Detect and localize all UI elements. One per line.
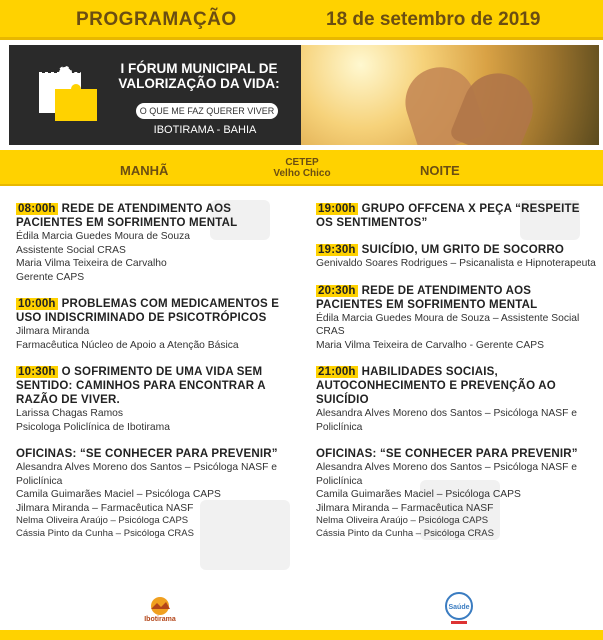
- speaker-line-small: Cássia Pinto da Cunha – Psicóloga CRAS: [316, 527, 494, 539]
- speaker-line: Maria Vilma Teixeira de Carvalho - Gerente CAPS: [316, 339, 544, 351]
- speaker-line: Farmacêutica Núcleo de Apoio a Atenção Básica: [16, 339, 239, 351]
- speaker-line: Psicologa Policlínica de Ibotirama: [16, 421, 170, 433]
- time-badge: 19:00h: [318, 203, 356, 215]
- time-badge: 10:30h: [18, 366, 56, 378]
- schedule-item: [316, 284, 596, 353]
- item-title-text: GRUPO OFFCENA X PEÇA “RESPEITE OS SENTIMENTOS”: [316, 203, 580, 229]
- program-title: PROGRAMAÇÃO: [76, 9, 237, 30]
- schedule-item-title: [16, 447, 296, 461]
- time-badge: 21:00h: [318, 366, 356, 378]
- night-schedule: [316, 202, 596, 553]
- time-badge: 19:30h: [318, 244, 356, 256]
- schedule-item: [16, 365, 296, 434]
- speaker-line-small: Nelma Oliveira Araújo – Psicóloga CAPS: [16, 515, 189, 526]
- item-title-text: SUICÍDIO, UM GRITO DE SOCORRO: [361, 244, 565, 256]
- svg-text:Saúde: Saúde: [448, 604, 470, 611]
- morning-schedule: [16, 202, 296, 553]
- speaker-line: Alesandra Alves Moreno dos Santos – Psicóloga NASF e Policlínica: [316, 408, 577, 433]
- banner-subtitle: O QUE ME FAZ QUERER VIVER: [136, 103, 278, 119]
- event-banner: [9, 45, 599, 145]
- header-bar: [0, 0, 603, 40]
- item-title-text: O SOFRIMENTO DE UMA VIDA SEM SENTIDO: CAMINHOS PARA ENCONTRAR A RAZÃO DE VIVER.: [16, 366, 266, 406]
- schedule-item: [16, 202, 296, 284]
- event-date: 18 de setembro de 2019: [326, 9, 541, 30]
- schedule-item: [316, 243, 596, 271]
- time-badge: 10:00h: [18, 298, 56, 310]
- speaker-line: Gerente CAPS: [16, 271, 85, 283]
- speaker-line: Alesandra Alves Moreno dos Santos – Psicóloga NASF e Policlínica: [316, 462, 577, 487]
- schedule-item-title: [16, 297, 296, 325]
- schedule-item-title: [16, 202, 296, 230]
- speaker-line: Jilmara Miranda: [16, 326, 90, 337]
- morning-heading: MANHÃ: [120, 163, 169, 178]
- speaker-line: Alesandra Alves Moreno dos Santos – Psicóloga NASF e Policlínica: [16, 462, 277, 487]
- schedule-item-title: [316, 365, 596, 407]
- schedule-item-title: [316, 447, 596, 461]
- schedule-item-title: [16, 365, 296, 407]
- banner-title: [99, 61, 299, 91]
- item-title-text: PROBLEMAS COM MEDICAMENTOS E USO INDISCRIMINADO DE PSICOTRÓPICOS: [16, 298, 280, 324]
- ibotirama-logo: [140, 595, 180, 623]
- item-title-text: OFICINAS: “SE CONHECER PARA PREVENIR”: [16, 448, 278, 460]
- venue-line: Velho Chico: [273, 168, 331, 179]
- speaker-line: Camila Guimarães Maciel – Psicóloga CAPS: [16, 489, 221, 500]
- schedule-item-title: [316, 202, 596, 230]
- section-bar: [0, 150, 603, 186]
- time-badge: 08:00h: [18, 203, 56, 215]
- puzzle-icon: [33, 59, 103, 129]
- speaker-line: Genivaldo Soares Rodrigues – Psicanalista e Hipnoterapeuta: [316, 258, 596, 269]
- venue-line: CETEP: [285, 157, 319, 168]
- time-badge: 20:30h: [318, 284, 356, 297]
- speaker-line-small: Cássia Pinto da Cunha – Psicóloga CRAS: [16, 527, 194, 539]
- speaker-line: Assistente Social CRAS: [16, 244, 126, 256]
- item-title-text: REDE DE ATENDIMENTO AOS PACIENTES EM SOFRIMENTO MENTAL: [316, 284, 538, 311]
- schedule-item: [316, 365, 596, 434]
- speaker-line: Édila Marcia Guedes Moura de Souza – Assistente Social CRAS: [316, 312, 580, 337]
- banner-location: IBOTIRAMA - BAHIA: [153, 124, 257, 136]
- banner-title-line: VALORIZAÇÃO DA VIDA:: [118, 76, 280, 91]
- venue-label: [262, 157, 342, 179]
- schedule-item: [16, 447, 296, 540]
- speaker-line: Maria Vilma Teixeira de Carvalho: [16, 258, 167, 269]
- speaker-line-small: Nelma Oliveira Araújo – Psicóloga CAPS: [316, 515, 489, 526]
- item-title-text: OFICINAS: “SE CONHECER PARA PREVENIR”: [316, 448, 578, 460]
- schedule-item-title: [316, 243, 596, 257]
- schedule-item: [16, 297, 296, 352]
- item-title-text: REDE DE ATENDIMENTO AOS PACIENTES EM SOFRIMENTO MENTAL: [16, 203, 238, 229]
- speaker-line: Jilmara Miranda – Farmacêutica NASF: [316, 502, 494, 514]
- speaker-line: Jilmara Miranda – Farmacêutica NASF: [16, 502, 194, 514]
- svg-text:Ibotirama: Ibotirama: [144, 616, 176, 623]
- speaker-line: Édila Marcia Guedes Moura de Souza: [16, 231, 190, 242]
- banner-title-line: I FÓRUM MUNICIPAL DE: [120, 61, 278, 76]
- schedule-item: [316, 202, 596, 230]
- speaker-line: Camila Guimarães Maciel – Psicóloga CAPS: [316, 489, 521, 500]
- schedule-item: [316, 447, 596, 540]
- speaker-line: Larissa Chagas Ramos: [16, 408, 124, 419]
- schedule-item-title: [316, 284, 596, 312]
- night-heading: NOITE: [420, 163, 460, 178]
- footer-bar: [0, 630, 603, 640]
- item-title-text: HABILIDADES SOCIAIS, AUTOCONHECIMENTO E PREVENÇÃO AO SUICÍDIO: [316, 366, 556, 406]
- saude-logo: [441, 590, 477, 626]
